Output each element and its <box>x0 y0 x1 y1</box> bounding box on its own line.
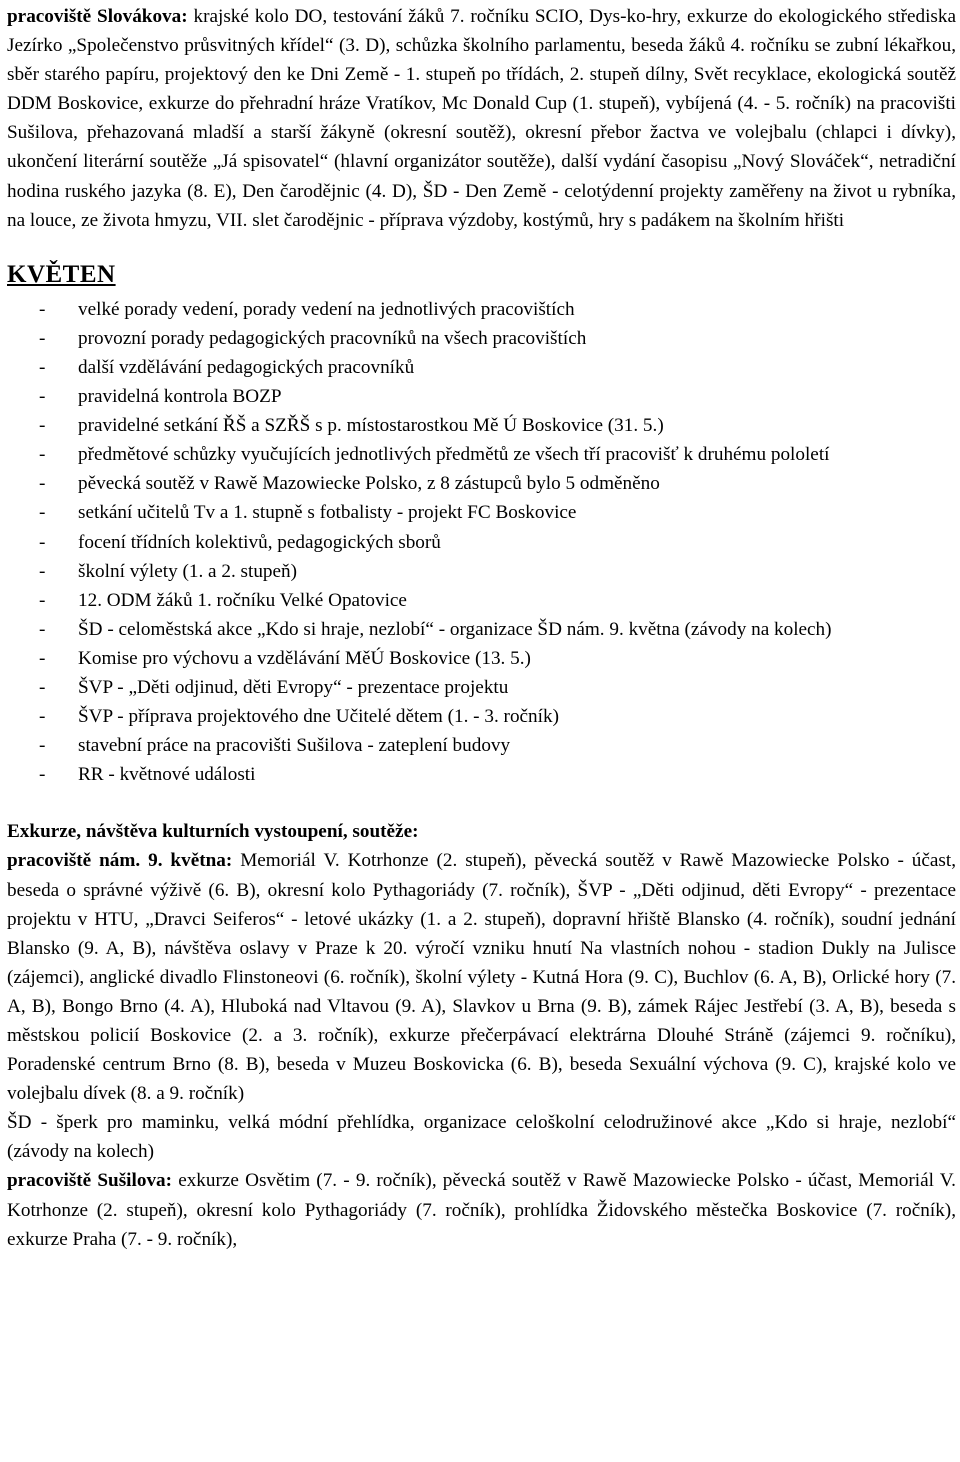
intro-label: pracoviště Slovákova: <box>7 6 188 27</box>
list-item <box>7 324 956 353</box>
list-item-text: pravidelné setkání ŘŠ a SZŘŠ s p. místostarostkou Mě Ú Boskovice (31. 5.) <box>78 415 664 437</box>
dash-marker: - <box>39 676 46 698</box>
list-item <box>7 644 956 673</box>
nam-paragraph <box>7 846 956 1108</box>
list-item <box>7 353 956 382</box>
list-item-text: pěvecká soutěž v Rawě Mazowiecke Polsko, z 8 zástupců bylo 5 odměněno <box>78 473 660 495</box>
list-item-text: focení třídních kolektivů, pedagogických sborů <box>78 531 441 553</box>
list-item <box>7 440 956 469</box>
list-item-text: pravidelná kontrola BOZP <box>78 386 282 408</box>
dash-marker: - <box>39 706 46 728</box>
list-item-text: stavební práce na pracovišti Sušilova - zateplení budovy <box>78 735 511 757</box>
list-item-text: školní výlety (1. a 2. stupeň) <box>78 560 298 582</box>
list-item-text: ŠVP - „Děti odjinud, děti Evropy“ - prezentace projektu <box>78 676 509 698</box>
dash-marker: - <box>39 647 46 669</box>
list-item <box>7 615 956 644</box>
nam-text: Memoriál V. Kotrhonze (2. stupeň), pěvecká soutěž v Rawě Mazowiecke Polsko - účast, beseda o správné výživě (6. B), okresní kolo Pythagoriády (7. ročník), ŠVP - „Děti odjinud, děti Evropy“ - prezentace projektu v HTU, „Dravci Seiferos“ - letové ukázky (1. a 2. stupeň), dopravní hřiště Blansko (4. ročník), soudní jednání Blansko (9. A, B), návštěva oslavy v Praze k 20. výročí vzniku hnutí Na vlastních nohou - stadion Dukly na Julisce (zájemci), anglické divadlo Flinstoneovi (6. ročník), školní výlety - Kutná Hora (9. C), Buchlov (6. A, B), Orlické hory (7. A, B), Bongo Brno (4. A), Hluboká nad Vltavou (9. A), Slavkov u Brna (9. B), zámek Rájec Jestřebí (3. A, B), beseda s městskou policií Boskovice (2. a 3. ročník), exkurze přečerpávací elektrárna Dlouhé Stráně (zájemci 9. ročníku), Poradenské centrum Brno (8. B), beseda v Muzeu Boskovicka (6. B), beseda Sexuální výchova (9. C), krajské kolo ve volejbalu dívek (8. a 9. ročník) <box>7 850 956 1105</box>
intro-text: krajské kolo DO, testování žáků 7. ročníku SCIO, Dys-ko-hry, exkurze do ekologického střediska Jezírko „Společenstvo průsvitných křídel“ (3. D), schůzka školního parlamentu, beseda žáků 4. ročníku se zubní lékařkou, sběr starého papíru, projektový den ke Dni Země - 1. stupeň po třídách, 2. stupeň dílny, Svět recyklace, ekologická soutěž DDM Boskovice, exkurze do přehradní hráze Vratíkov, Mc Donald Cup (1. stupeň), vybíjená (4. - 5. ročník) na pracovišti Sušilova, přehazovaná mladší a starší žákyně (okresní soutěž), okresní přebor žactva ve volejbalu (chlapci i dívky), ukončení literární soutěže „Já spisovatel“ (hlavní organizátor soutěže), další vydání časopisu „Nový Slováček“, netradiční hodina ruského jazyka (8. E), Den čarodějnic (4. D), ŠD - Den Země - celotýdenní projekty zaměřeny na život u rybníka, na louce, ze života hmyzu, VII. slet čarodějnic - příprava výzdoby, kostýmů, hry s padákem na školním hřišti <box>7 6 956 231</box>
list-item-text: ŠD - celoměstská akce „Kdo si hraje, nezlobí“ - organizace ŠD nám. 9. května (závody na kolech) <box>78 618 832 640</box>
list-item-text: provozní porady pedagogických pracovníků na všech pracovištích <box>78 327 587 349</box>
list-item <box>7 528 956 557</box>
dash-marker: - <box>39 473 46 495</box>
dash-marker: - <box>39 327 46 349</box>
dash-marker: - <box>39 735 46 757</box>
section-title: Exkurze, návštěva kulturních vystoupení, soutěže: <box>7 821 419 843</box>
dash-marker: - <box>39 298 46 320</box>
list-item <box>7 411 956 440</box>
dash-marker: - <box>39 356 46 378</box>
list-item-text: další vzdělávání pedagogických pracovníků <box>78 356 415 378</box>
susilova-text: exkurze Osvětim (7. - 9. ročník), pěvecká soutěž v Rawě Mazowiecke Polsko - účast, Memoriál V. Kotrhonze (2. stupeň), okresní kolo Pythagoriády (7. ročník), prohlídka Židovského městečka Boskovice (7. ročník), exkurze Praha (7. - 9. ročník), <box>7 1170 956 1250</box>
susilova-label: pracoviště Sušilova: <box>7 1170 173 1192</box>
list-item-text: předmětové schůzky vyučujících jednotlivých předmětů ze všech tří pracovišť k druhému pololetí <box>78 444 830 466</box>
list-item-text: setkání učitelů Tv a 1. stupně s fotbalisty - projekt FC Boskovice <box>78 502 577 524</box>
dash-marker: - <box>39 589 46 611</box>
dash-marker: - <box>39 618 46 640</box>
list-item <box>7 586 956 615</box>
sd-paragraph: ŠD - šperk pro maminku, velká módní přehlídka, organizace celoškolní celodružinové akce „Kdo si hraje, nezlobí“ (závody na kolech) <box>7 1112 956 1163</box>
dash-marker: - <box>39 386 46 408</box>
list-item <box>7 557 956 586</box>
list-item <box>7 469 956 498</box>
list-item-text: 12. ODM žáků 1. ročníku Velké Opatovice <box>78 589 407 611</box>
dash-marker: - <box>39 764 46 786</box>
list-item <box>7 702 956 731</box>
list-item <box>7 673 956 702</box>
list-item <box>7 295 956 324</box>
dash-marker: - <box>39 531 46 553</box>
dash-marker: - <box>39 415 46 437</box>
intro-paragraph <box>7 2 956 235</box>
list-item-text: velké porady vedení, porady vedení na jednotlivých pracovištích <box>78 298 575 320</box>
list-item-text: ŠVP - příprava projektového dne Učitelé dětem (1. - 3. ročník) <box>78 706 559 728</box>
susilova-paragraph <box>7 1166 956 1253</box>
list-item-text: RR - květnové události <box>78 764 256 786</box>
list-item <box>7 731 956 760</box>
nam-label: pracoviště nám. 9. května: <box>7 850 233 872</box>
list-item-text: Komise pro výchovu a vzdělávání MěÚ Boskovice (13. 5.) <box>78 647 531 669</box>
list-item <box>7 382 956 411</box>
list-item <box>7 498 956 527</box>
may-list <box>7 295 956 790</box>
month-heading: KVĚTEN <box>7 260 116 288</box>
dash-marker: - <box>39 502 46 524</box>
dash-marker: - <box>39 560 46 582</box>
list-item <box>7 760 956 789</box>
dash-marker: - <box>39 444 46 466</box>
